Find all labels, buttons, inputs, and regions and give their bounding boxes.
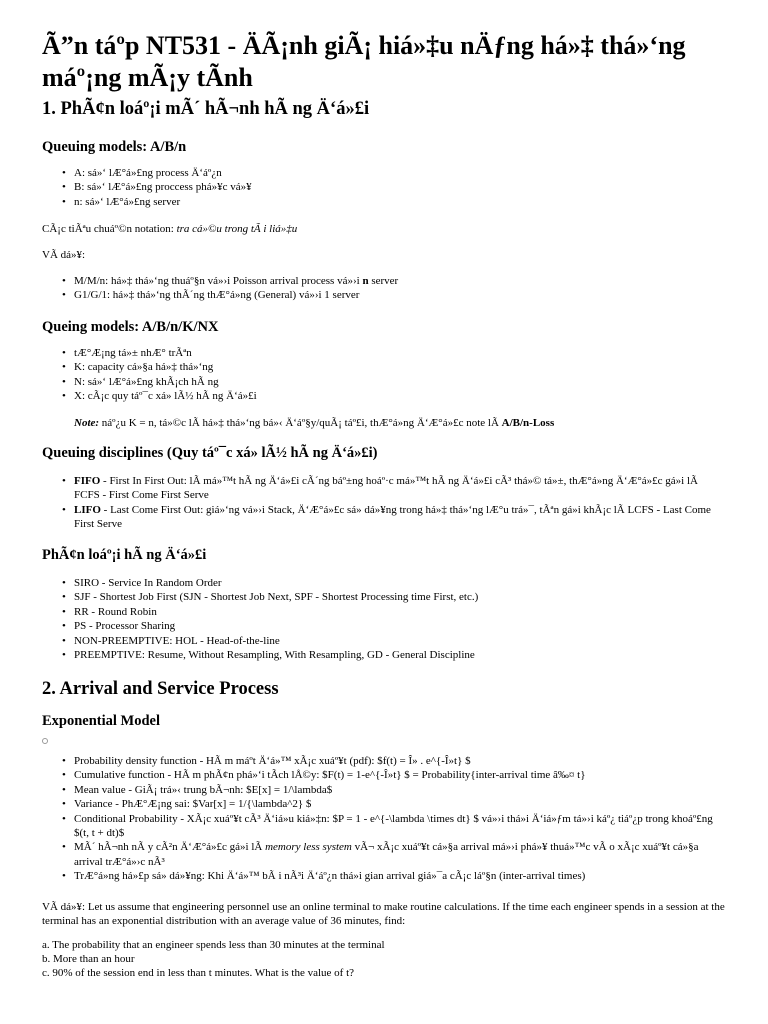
list-item: • A: sá»‘ lÆ°á»£ng process Ä‘áº¿n	[42, 166, 722, 180]
disciplines-heading: Queuing disciplines (Quy táº¯c xá» lÃ½ hÃ ng Ä‘á»£i)	[42, 445, 378, 461]
list-item: • FIFO - First In First Out: lÃ má»™t hÃ ng Ä‘á»£i cÃ´ng báº±ng hoáº·c má»™t hÃ ng Ä‘á»£i cÃ³ thá»© tá»±, thÆ°á»ng Ä‘Æ°á»£c gá»i lÃ FCFS - First Come First Serve	[42, 474, 722, 503]
list-item: • Mean value - GiÃ¡ trá»‹ trung bÃ¬nh: $E[x] = 1/\lambda$	[42, 783, 722, 797]
list-item: • NON-PREEMPTIVE: HOL - Head-of-the-line	[42, 634, 722, 648]
question-c: c. 90% of the session end in less than t minutes. What is the value of t?	[42, 967, 355, 979]
list-item: • SJF - Shortest Job First (SJN - Shortest Job Next, SPF - Shortest Processing time First, etc.)	[42, 590, 722, 604]
queuing-models-list	[42, 166, 722, 209]
classification-heading: PhÃ¢n loáº¡i hÃ ng Ä‘á»£i	[42, 547, 207, 563]
list-item: • B: sá»‘ lÆ°á»£ng proccess phá»¥c vá»¥	[42, 180, 722, 194]
list-item: • MÃ´ hÃ¬nh nÃ y cÃ²n Ä‘Æ°á»£c gá»i lÃ memory less system vÃ¬ xÃ¡c xuáº¥t cá»§a arrival má»›i phá»¥ thuá»™c vÃ o xÃ¡c xuáº¥t cá»§a arrival trÆ°á»›c nÃ³	[42, 840, 722, 869]
notation-prefix: CÃ¡c tiÃªu chuáº©n notation:	[42, 223, 177, 235]
example-label: VÃ dá»¥:	[42, 249, 86, 261]
notation-paragraph	[42, 222, 732, 236]
list-item: • X: cÃ¡c quy táº¯c xá» lÃ½ hÃ ng Ä‘á»£i	[42, 389, 722, 403]
disciplines-list	[42, 474, 722, 532]
list-item: • N: sá»‘ lÆ°á»£ng khÃ¡ch hÃ ng	[42, 375, 722, 389]
list-item: • K: capacity cá»§a há»‡ thá»‘ng	[42, 360, 722, 374]
exponential-list	[42, 754, 722, 884]
queing-models-2-heading: Queing models: A/B/n/K/NX	[42, 319, 219, 335]
example-paragraph: VÃ dá»¥: Let us assume that engineering personnel use an online terminal to make routine calculations. If the time each engineer spends in a session at the terminal has an exponential distribution with an average value of 36 minutes, find:	[42, 901, 725, 927]
note-text: náº¿u K = n, tá»©c lÃ há»‡ thá»‘ng bá»‹ Ä‘áº§y/quÃ¡ táº£i, thÆ°á»ng Ä‘Æ°á»£c note lÃ	[99, 417, 502, 429]
list-item: • tÆ°Æ¡ng tá»± nhÆ° trÃªn	[42, 346, 722, 360]
queuing-models-heading: Queuing models: A/B/n	[42, 139, 187, 155]
questions-block	[42, 938, 732, 980]
list-item: • Cumulative function - HÃ m phÃ¢n phá»‘i tÃch lÅ©y: $F(t) = 1-e^{-Î»t} $ = Probability{inter-arrival time â‰¤ t}	[42, 768, 722, 782]
list-item: • Conditional Probability - XÃ¡c xuáº¥t cÃ³ Ä‘iá»u kiá»‡n: $P = 1 - e^{-\lambda \times dt} $ vá»›i thá»i Ä‘iá»ƒm tá»›i káº¿ tiáº¿p trong khoáº£ng $(t, t + dt)$	[42, 812, 722, 841]
queuing-examples-list	[42, 274, 722, 303]
list-item: • TrÆ°á»ng há»£p sá» dá»¥ng: Khi Ä‘á»™ bÃ i nÃ³i Ä‘áº¿n thá»i gian arrival giá»¯a cÃ¡c láº§n (inter-arrival times)	[42, 869, 722, 883]
note-paragraph	[74, 416, 724, 430]
exponential-model-heading: Exponential Model	[42, 713, 161, 729]
list-item: • LIFO - Last Come First Out: giá»‘ng vá»›i Stack, Ä‘Æ°á»£c sá» dá»¥ng trong há»‡ thá»‘ng lÆ°u trá»¯, tÃªn gá»i khÃ¡c lÃ LCFS - Last Come First Serve	[42, 503, 722, 532]
section1-heading: 1. PhÃ¢n loáº¡i mÃ´ hÃ¬nh hÃ ng Ä‘á»£i	[42, 99, 370, 119]
note-label: Note:	[74, 417, 100, 429]
page-title: Ã”n táºp NT531 - ÄÃ¡nh giÃ¡ hiá»‡u nÄƒng há»‡ thá»‘ng máº¡ng mÃ¡y tÃnh	[42, 31, 686, 92]
list-item: • M/M/n: há»‡ thá»‘ng thuáº§n vá»›i Poisson arrival process vá»›i n server	[42, 274, 722, 288]
list-item: • PS - Processor Sharing	[42, 619, 722, 633]
list-item: • Variance - PhÆ°Æ¡ng sai: $Var[x] = 1/{\lambda^2} $	[42, 797, 722, 811]
list-item: • RR - Round Robin	[42, 605, 722, 619]
empty-bullet-icon	[42, 738, 48, 744]
list-item: • n: sá»‘ lÆ°á»£ng server	[42, 195, 722, 209]
note-bold: A/B/n-Loss	[501, 417, 555, 429]
notation-italic: tra cá»©u trong tÃ i liá»‡u	[176, 223, 298, 235]
list-item: • Probability density function - HÃ m máºt Ä‘á»™ xÃ¡c xuáº¥t (pdf): $f(t) = Î» . e^{-Î»t} $	[42, 754, 722, 768]
section2-heading: 2. Arrival and Service Process	[42, 679, 279, 699]
question-a: a. The probability that an engineer spends less than 30 minutes at the terminal	[42, 939, 385, 951]
classification-list	[42, 576, 722, 662]
question-b: b. More than an hour	[42, 953, 135, 965]
list-item: • SIRO - Service In Random Order	[42, 576, 722, 590]
list-item: • G1/G/1: há»‡ thá»‘ng thÃ´ng thÆ°á»ng (General) vá»›i 1 server	[42, 288, 722, 302]
list-item: • PREEMPTIVE: Resume, Without Resampling, With Resampling, GD - General Discipline	[42, 648, 722, 662]
queing-models-2-list	[42, 346, 722, 404]
